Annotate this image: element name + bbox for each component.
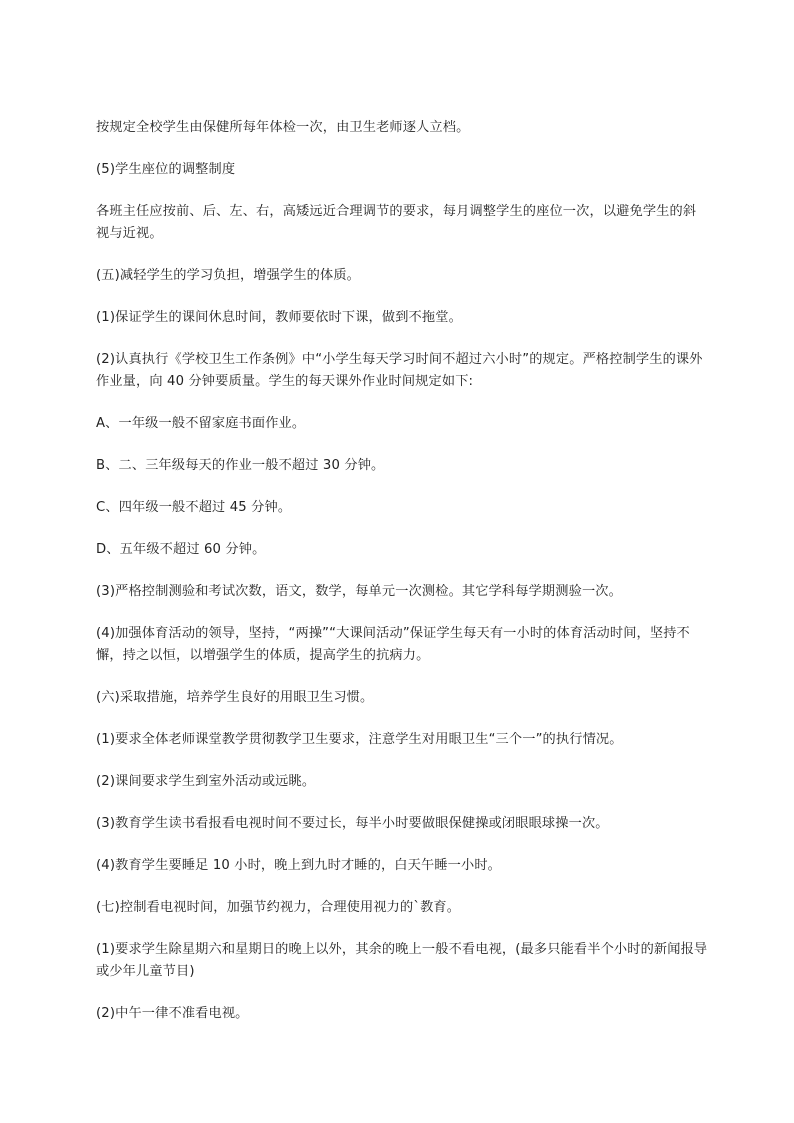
paragraph-outdoor-activity: (2)课间要求学生到室外活动或远眺。 [96,774,316,789]
list-item-grade-two-three: B、二、三年级每天的作业一般不超过 30 分钟。 [96,458,385,473]
paragraph-break-time: (1)保证学生的课间休息时间，教师要依时下课，做到不拖堂。 [96,310,462,325]
list-item-grade-one: A、一年级一般不留家庭书面作业。 [96,416,306,431]
list-item-grade-five: D、五年级不超过 60 分钟。 [96,542,266,557]
paragraph-sleep-time: (4)教育学生要睡足 10 小时，晚上到九时才睡的，白天午睡一小时。 [96,858,502,873]
section-heading-reduce-burden: (五)减轻学生的学习负担，增强学生的体质。 [96,268,361,283]
paragraph-homework-regulation: (2)认真执行《学校卫生工作条例》中“小学生每天学习时间不超过六小时”的规定。严格控制学生的课外作业量，向 40 分钟要质量。学生的每天课外作业时间规定如下: [96,352,703,389]
paragraph-seat-adjustment-heading: (5)学生座位的调整制度 [96,162,236,177]
list-item-grade-four: C、四年级一般不超过 45 分钟。 [96,500,292,515]
paragraph-health-checkup: 按规定全校学生由保健所每年体检一次，由卫生老师逐人立档。 [96,120,470,135]
paragraph-tv-evening-rule: (1)要求学生除星期六和星期日的晚上以外，其余的晚上一般不看电视，(最多只能看半个小时的新闻报导或少年儿童节目) [96,942,708,979]
paragraph-teacher-requirements: (1)要求全体老师课堂教学贯彻教学卫生要求，注意学生对用眼卫生“三个一”的执行情况。 [96,732,623,747]
paragraph-reading-time: (3)教育学生读书看报看电视时间不要过长，每半小时要做眼保健操或闭眼眼球操一次。 [96,816,609,831]
paragraph-test-control: (3)严格控制测验和考试次数，语文，数学，每单元一次测检。其它学科每学期测验一次。 [96,584,622,599]
paragraph-seat-adjustment-rule: 各班主任应按前、后、左、右，高矮远近合理调节的要求，每月调整学生的座位一次，以避免学生的斜视与近视。 [96,204,697,241]
document-page [96,117,708,1025]
section-heading-tv-control: (七)控制看电视时间，加强节约视力，合理使用视力的`教育。 [96,900,461,915]
paragraph-tv-noon-rule: (2)中午一律不准看电视。 [96,1006,249,1021]
section-heading-eye-hygiene: (六)采取措施，培养学生良好的用眼卫生习惯。 [96,690,374,705]
paragraph-sports-activity: (4)加强体育活动的领导，坚持，“两操”“大课间活动”保证学生每天有一小时的体育活动时间，坚持不懈，持之以恒，以增强学生的体质，提高学生的抗病力。 [96,626,690,663]
